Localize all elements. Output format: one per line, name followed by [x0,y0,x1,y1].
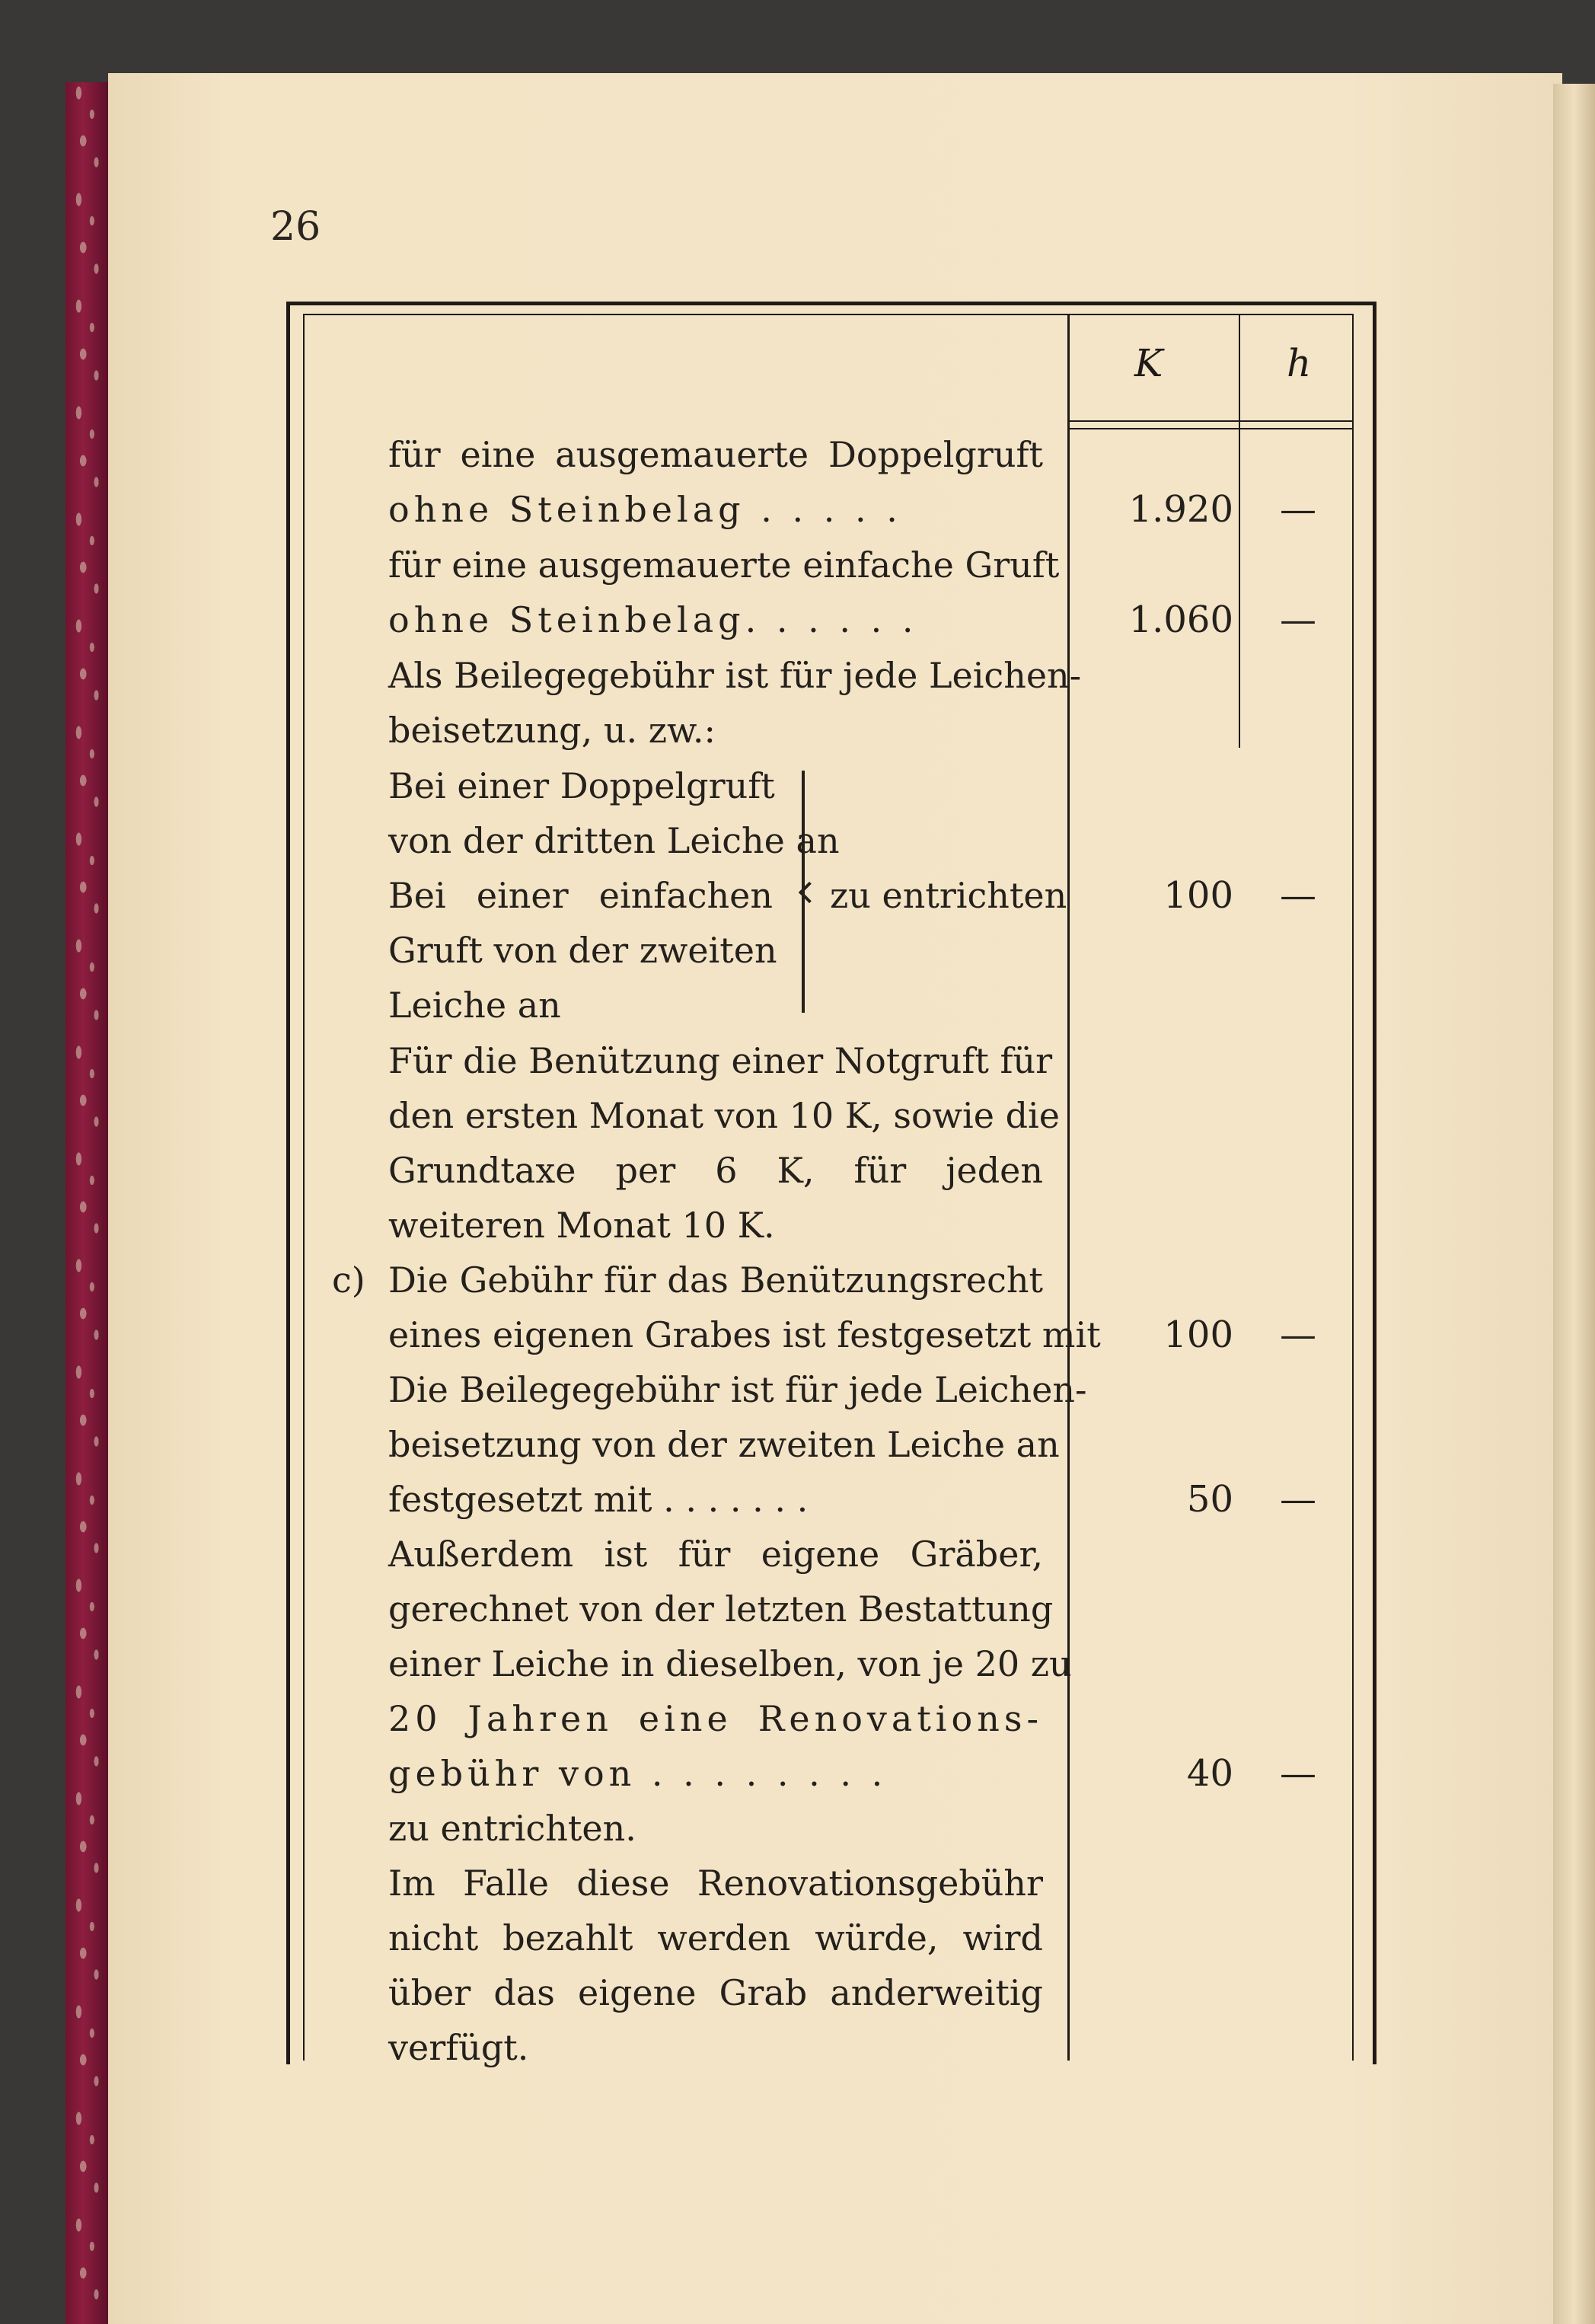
heller-dash: — [1280,599,1316,641]
heller-dash: — [1280,1478,1316,1521]
row-text: ohne Steinbelag . . . . . [388,489,902,530]
row-text: weiteren Monat 10 K. [388,1205,775,1246]
brace-icon [788,771,805,1013]
row-text: eines eigenen Grabes ist festgesetzt mit [388,1314,1101,1355]
row-text: ohne Steinbelag. . . . . . [388,599,918,640]
table-inner-left-rule [303,314,305,2061]
header-rule [1067,420,1354,422]
row-text: über das eigene Grab anderweitig [388,1972,1043,2013]
book-spine [65,82,110,2324]
column-header-k: K [1134,341,1163,385]
heller-dash: — [1280,1752,1316,1795]
sub-text: Gruft von der zweiten [388,930,777,971]
row-text: für eine ausgemauerte einfache Gruft [388,544,1060,586]
table-inner-top-rule [303,314,1354,315]
amount-value: 1.060 [1128,599,1233,641]
row-text: Als Beilegegebühr ist für jede Leichen- [388,655,1082,696]
page-number: 26 [270,204,321,250]
row-text: Im Falle diese Renovationsgebühr [388,1863,1043,1904]
heller-dash: — [1280,488,1316,531]
table-inner-right-rule [1352,314,1354,2061]
row-text: 20 Jahren eine Renovations- [388,1698,1043,1739]
amount-value: 1.920 [1128,488,1233,531]
row-text: den ersten Monat von 10 K, sowie die [388,1095,1060,1136]
sub-text: Bei einer Doppelgruft [388,765,775,806]
row-text: beisetzung von der zweiten Leiche an [388,1424,1060,1465]
row-text: Außerdem ist für eigene Gräber, [388,1534,1043,1575]
row-text: Die Gebühr für das Benützungsrecht [388,1259,1043,1301]
row-text: verfügt. [388,2027,529,2068]
sub-text: Bei einer einfachen [388,875,773,916]
column-header-h: h [1287,341,1312,385]
next-page-edge [1553,84,1595,2324]
amount-value: 100 [1163,1314,1233,1356]
amount-column-divider [1067,314,1070,2061]
row-text: gebühr von . . . . . . . . [388,1753,888,1794]
row-text: einer Leiche in dieselben, von je 20 zu [388,1643,1072,1684]
row-text: Grundtaxe per 6 K, für jeden [388,1150,1043,1191]
row-text: Für die Benützung einer Notgruft für [388,1040,1053,1081]
row-text: für eine ausgemauerte Doppelgruft [388,434,1043,475]
heller-column-divider [1239,314,1240,748]
brace-text: zu entrichten [830,875,1067,916]
row-text: Die Beilegegebühr ist für jede Leichen- [388,1369,1087,1410]
amount-value: 100 [1163,874,1233,917]
heller-dash: — [1280,874,1316,917]
row-text: nicht bezahlt werden würde, wird [388,1917,1043,1958]
row-text: zu entrichten. [388,1808,636,1849]
amount-value: 40 [1186,1752,1233,1795]
row-text: festgesetzt mit . . . . . . . [388,1479,809,1520]
header-rule [1067,428,1354,429]
amount-value: 50 [1186,1478,1233,1521]
sub-text: von der dritten Leiche an [388,820,840,861]
heller-dash: — [1280,1314,1316,1356]
row-text: gerechnet von der letzten Bestattung [388,1588,1054,1630]
sub-text: Leiche an [388,985,561,1026]
row-text: beisetzung, u. zw.: [388,710,716,751]
section-label: c) [332,1259,365,1301]
